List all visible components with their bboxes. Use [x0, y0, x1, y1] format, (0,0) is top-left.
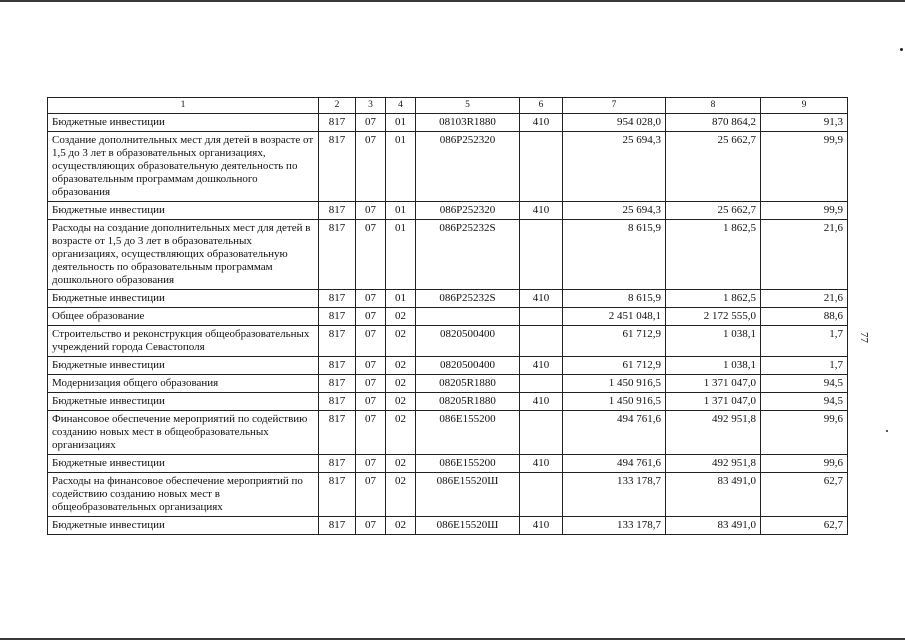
planned-amount-cell: 494 761,6	[563, 455, 666, 473]
column-header: 8	[666, 98, 761, 114]
column-header: 2	[319, 98, 356, 114]
target-article-cell: 086E155200	[416, 455, 520, 473]
execution-percent-cell: 62,7	[761, 473, 848, 517]
gl-code-cell: 817	[319, 473, 356, 517]
planned-amount-cell: 2 451 048,1	[563, 308, 666, 326]
table-row	[48, 132, 848, 202]
expense-type-cell	[520, 473, 563, 517]
column-header: 5	[416, 98, 520, 114]
execution-percent-cell: 21,6	[761, 220, 848, 290]
execution-percent-cell: 91,3	[761, 114, 848, 132]
actual-amount-cell: 2 172 555,0	[666, 308, 761, 326]
planned-amount-cell: 61 712,9	[563, 326, 666, 357]
row-name-cell: Расходы на финансовое обеспечение мероприятий по содействию созданию новых мест в общеобразовательных организациях	[48, 473, 319, 517]
table-row	[48, 357, 848, 375]
execution-percent-cell: 88,6	[761, 308, 848, 326]
expense-type-cell	[520, 220, 563, 290]
table-row	[48, 473, 848, 517]
gl-code-cell: 817	[319, 290, 356, 308]
column-header: 3	[356, 98, 386, 114]
table-row	[48, 202, 848, 220]
planned-amount-cell: 61 712,9	[563, 357, 666, 375]
actual-amount-cell: 1 038,1	[666, 357, 761, 375]
target-article-cell: 0820500400	[416, 326, 520, 357]
section-code-cell: 07	[356, 202, 386, 220]
expense-type-cell: 410	[520, 202, 563, 220]
subsection-code-cell: 02	[386, 308, 416, 326]
target-article-cell	[416, 308, 520, 326]
target-article-cell: 08103R1880	[416, 114, 520, 132]
actual-amount-cell: 1 371 047,0	[666, 393, 761, 411]
page-number: 77	[858, 332, 870, 343]
row-name-cell: Бюджетные инвестиции	[48, 393, 319, 411]
subsection-code-cell: 01	[386, 290, 416, 308]
target-article-cell: 0820500400	[416, 357, 520, 375]
target-article-cell: 086E15520Ш	[416, 473, 520, 517]
planned-amount-cell: 25 694,3	[563, 132, 666, 202]
section-code-cell: 07	[356, 473, 386, 517]
execution-percent-cell: 21,6	[761, 290, 848, 308]
section-code-cell: 07	[356, 326, 386, 357]
planned-amount-cell: 133 178,7	[563, 473, 666, 517]
planned-amount-cell: 8 615,9	[563, 290, 666, 308]
planned-amount-cell: 1 450 916,5	[563, 375, 666, 393]
section-code-cell: 07	[356, 393, 386, 411]
row-name-cell: Бюджетные инвестиции	[48, 114, 319, 132]
subsection-code-cell: 02	[386, 411, 416, 455]
table-row	[48, 455, 848, 473]
table-row	[48, 411, 848, 455]
column-header: 6	[520, 98, 563, 114]
actual-amount-cell: 492 951,8	[666, 455, 761, 473]
table-row	[48, 517, 848, 535]
section-code-cell: 07	[356, 114, 386, 132]
planned-amount-cell: 1 450 916,5	[563, 393, 666, 411]
execution-percent-cell: 1,7	[761, 357, 848, 375]
execution-percent-cell: 99,9	[761, 202, 848, 220]
gl-code-cell: 817	[319, 375, 356, 393]
actual-amount-cell: 1 862,5	[666, 290, 761, 308]
subsection-code-cell: 01	[386, 114, 416, 132]
expense-type-cell: 410	[520, 517, 563, 535]
table-row	[48, 114, 848, 132]
subsection-code-cell: 01	[386, 202, 416, 220]
table-body	[48, 98, 848, 535]
target-article-cell: 086P252320	[416, 202, 520, 220]
execution-percent-cell: 94,5	[761, 393, 848, 411]
expense-type-cell	[520, 375, 563, 393]
subsection-code-cell: 01	[386, 132, 416, 202]
gl-code-cell: 817	[319, 308, 356, 326]
section-code-cell: 07	[356, 290, 386, 308]
gl-code-cell: 817	[319, 132, 356, 202]
actual-amount-cell: 492 951,8	[666, 411, 761, 455]
row-name-cell: Строительство и реконструкция общеобразовательных учреждений города Севастополя	[48, 326, 319, 357]
gl-code-cell: 817	[319, 202, 356, 220]
expense-type-cell: 410	[520, 455, 563, 473]
section-code-cell: 07	[356, 132, 386, 202]
planned-amount-cell: 954 028,0	[563, 114, 666, 132]
section-code-cell: 07	[356, 517, 386, 535]
expense-type-cell	[520, 411, 563, 455]
expense-type-cell: 410	[520, 357, 563, 375]
budget-table	[47, 97, 848, 535]
section-code-cell: 07	[356, 220, 386, 290]
row-name-cell: Бюджетные инвестиции	[48, 455, 319, 473]
row-name-cell: Создание дополнительных мест для детей в возрасте от 1,5 до 3 лет в образовательных организациях, осуществляющих образовательную деятельность по образовательным программам дошкольного образования	[48, 132, 319, 202]
column-header: 7	[563, 98, 666, 114]
row-name-cell: Бюджетные инвестиции	[48, 202, 319, 220]
actual-amount-cell: 1 038,1	[666, 326, 761, 357]
gl-code-cell: 817	[319, 455, 356, 473]
subsection-code-cell: 02	[386, 326, 416, 357]
planned-amount-cell: 494 761,6	[563, 411, 666, 455]
section-code-cell: 07	[356, 375, 386, 393]
expense-type-cell	[520, 132, 563, 202]
target-article-cell: 086P252320	[416, 132, 520, 202]
expense-type-cell: 410	[520, 393, 563, 411]
row-name-cell: Общее образование	[48, 308, 319, 326]
subsection-code-cell: 02	[386, 473, 416, 517]
subsection-code-cell: 02	[386, 517, 416, 535]
column-header: 1	[48, 98, 319, 114]
scan-speck	[900, 48, 903, 51]
expense-type-cell	[520, 326, 563, 357]
section-code-cell: 07	[356, 357, 386, 375]
row-name-cell: Бюджетные инвестиции	[48, 357, 319, 375]
table-row	[48, 290, 848, 308]
actual-amount-cell: 1 862,5	[666, 220, 761, 290]
expense-type-cell: 410	[520, 290, 563, 308]
expense-type-cell	[520, 308, 563, 326]
target-article-cell: 086P25232S	[416, 220, 520, 290]
gl-code-cell: 817	[319, 220, 356, 290]
execution-percent-cell: 94,5	[761, 375, 848, 393]
column-header: 9	[761, 98, 848, 114]
scan-top-edge	[0, 0, 905, 2]
row-name-cell: Финансовое обеспечение мероприятий по содействию созданию новых мест в общеобразовательных организациях	[48, 411, 319, 455]
target-article-cell: 08205R1880	[416, 393, 520, 411]
planned-amount-cell: 133 178,7	[563, 517, 666, 535]
actual-amount-cell: 83 491,0	[666, 517, 761, 535]
execution-percent-cell: 99,9	[761, 132, 848, 202]
execution-percent-cell: 1,7	[761, 326, 848, 357]
subsection-code-cell: 01	[386, 220, 416, 290]
actual-amount-cell: 25 662,7	[666, 202, 761, 220]
target-article-cell: 08205R1880	[416, 375, 520, 393]
table-row	[48, 375, 848, 393]
gl-code-cell: 817	[319, 114, 356, 132]
execution-percent-cell: 62,7	[761, 517, 848, 535]
row-name-cell: Модернизация общего образования	[48, 375, 319, 393]
gl-code-cell: 817	[319, 411, 356, 455]
row-name-cell: Бюджетные инвестиции	[48, 517, 319, 535]
section-code-cell: 07	[356, 455, 386, 473]
row-name-cell: Расходы на создание дополнительных мест для детей в возрасте от 1,5 до 3 лет в образовательных организациях, осуществляющих образовательную деятельность по образовательным программам дошкольного образования	[48, 220, 319, 290]
section-code-cell: 07	[356, 308, 386, 326]
table-row	[48, 393, 848, 411]
gl-code-cell: 817	[319, 357, 356, 375]
expense-type-cell: 410	[520, 114, 563, 132]
table-row	[48, 220, 848, 290]
gl-code-cell: 817	[319, 517, 356, 535]
subsection-code-cell: 02	[386, 455, 416, 473]
actual-amount-cell: 25 662,7	[666, 132, 761, 202]
row-name-cell: Бюджетные инвестиции	[48, 290, 319, 308]
subsection-code-cell: 02	[386, 393, 416, 411]
actual-amount-cell: 870 864,2	[666, 114, 761, 132]
target-article-cell: 086E15520Ш	[416, 517, 520, 535]
target-article-cell: 086P25232S	[416, 290, 520, 308]
execution-percent-cell: 99,6	[761, 411, 848, 455]
actual-amount-cell: 1 371 047,0	[666, 375, 761, 393]
target-article-cell: 086E155200	[416, 411, 520, 455]
subsection-code-cell: 02	[386, 375, 416, 393]
table-row	[48, 308, 848, 326]
column-header: 4	[386, 98, 416, 114]
gl-code-cell: 817	[319, 393, 356, 411]
planned-amount-cell: 8 615,9	[563, 220, 666, 290]
scan-speck	[886, 430, 888, 432]
execution-percent-cell: 99,6	[761, 455, 848, 473]
section-code-cell: 07	[356, 411, 386, 455]
table-header-row	[48, 98, 848, 114]
table-row	[48, 326, 848, 357]
subsection-code-cell: 02	[386, 357, 416, 375]
planned-amount-cell: 25 694,3	[563, 202, 666, 220]
actual-amount-cell: 83 491,0	[666, 473, 761, 517]
gl-code-cell: 817	[319, 326, 356, 357]
